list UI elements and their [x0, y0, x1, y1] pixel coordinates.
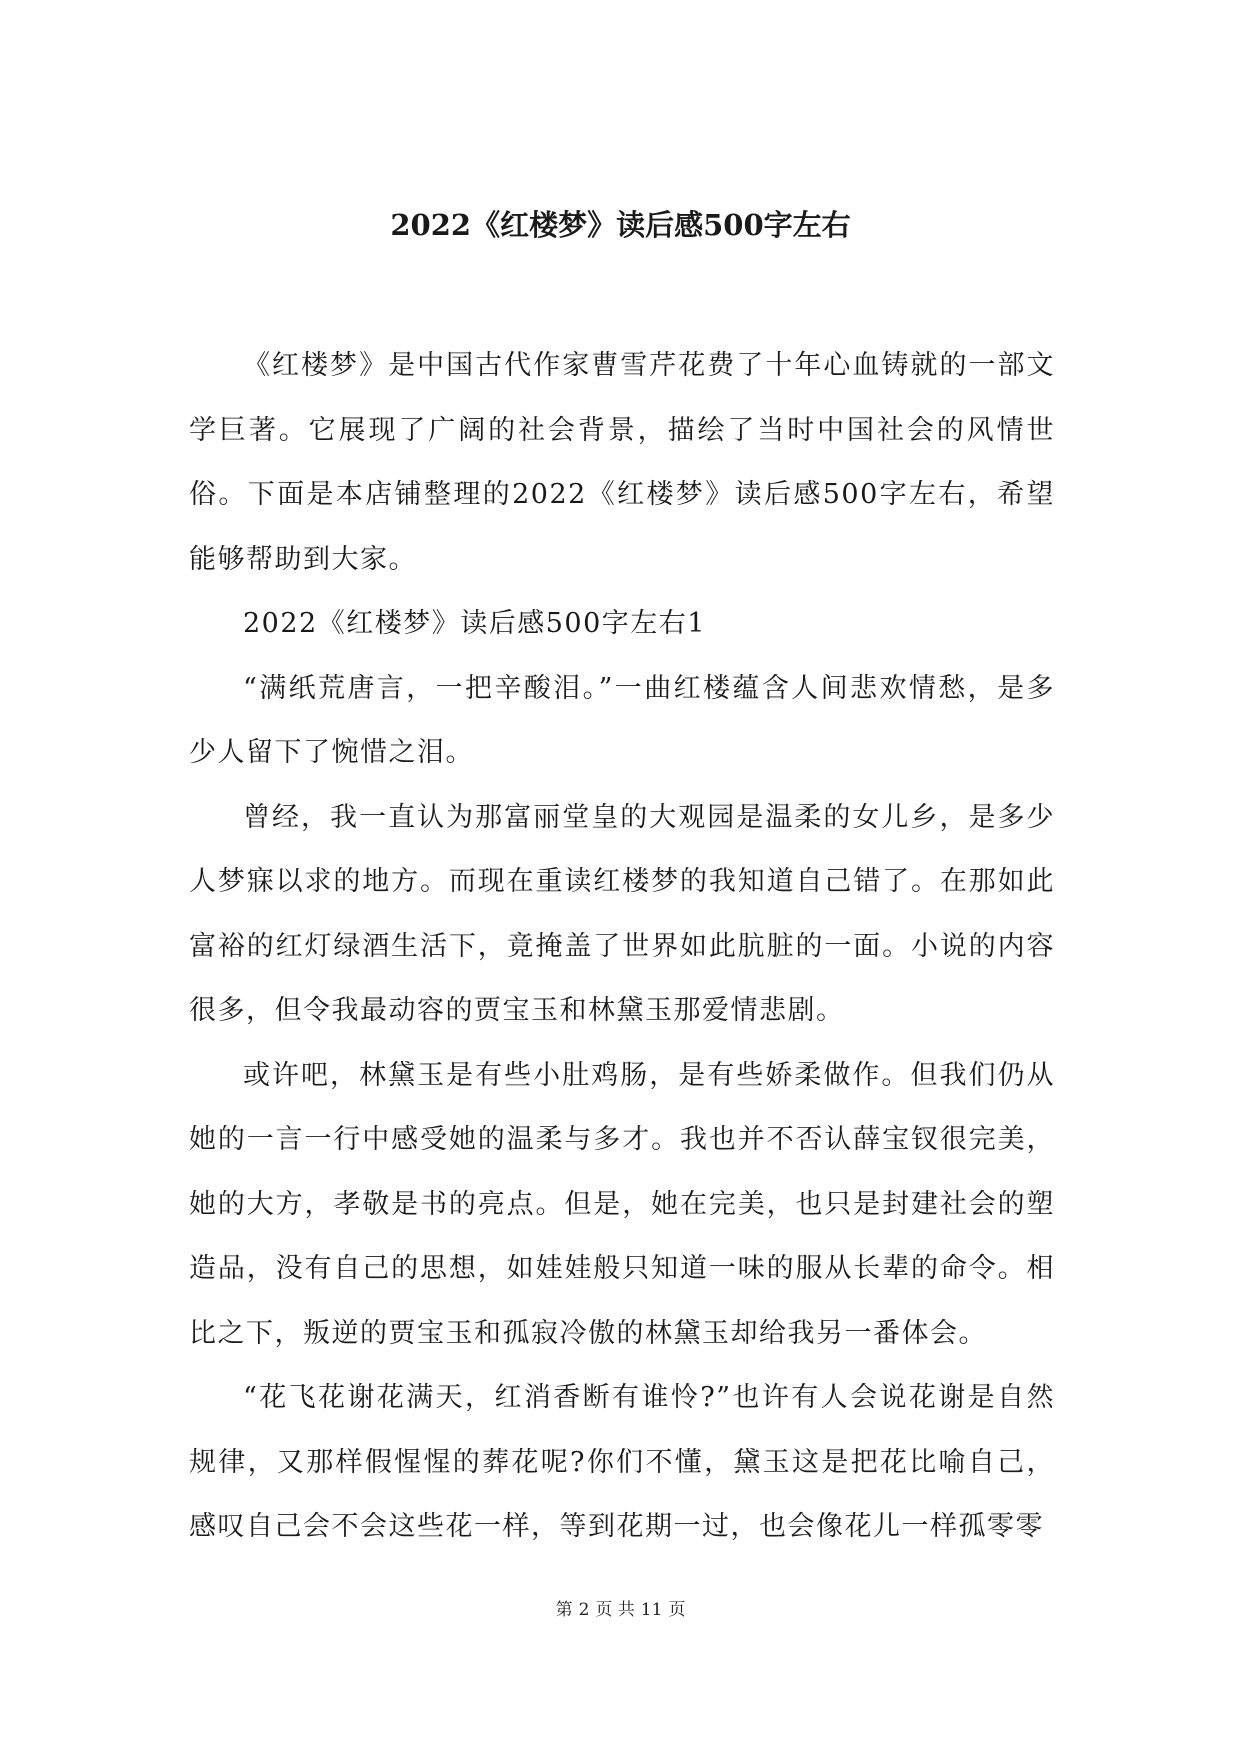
body-paragraph: 或许吧，林黛玉是有些小肚鸡肠，是有些娇柔做作。但我们仍从她的一言一行中感受她的温柔与多才。我也并不否认薛宝钗很完美，她的大方，孝敬是书的亮点。但是，她在完美，也只是封建社会的塑造品，没有自己的思想，如娃娃般只知道一味的服从长辈的命令。相比之下，叛逆的贾宝玉和孤寂冷傲的林黛玉却给我另一番体会。: [189, 1059, 1055, 1349]
document-body: [189, 334, 1055, 1560]
body-paragraph: 曾经，我一直认为那富丽堂皇的大观园是温柔的女儿乡，是多少人梦寐以求的地方。而现在重读红楼梦的我知道自己错了。在那如此富裕的红灯绿酒生活下，竟掩盖了世界如此肮脏的一面。小说的内容很多，但令我最动容的贾宝玉和林黛玉那爱情悲剧。: [189, 801, 1055, 1026]
footer-middle: 页 共: [595, 1600, 635, 1620]
total-pages: 11: [640, 1600, 663, 1620]
page-number: 2: [578, 1600, 590, 1620]
body-paragraph: “满纸荒唐言，一把辛酸泪。”一曲红楼蕴含人间悲欢情愁，是多少人留下了惋惜之泪。: [189, 672, 1055, 768]
document-title: 2022《红楼梦》读后感500字左右: [390, 208, 851, 242]
body-paragraph: “花飞花谢花满天，红消香断有谁怜?”也许有人会说花谢是自然规律，又那样假惺惺的葬花呢?你们不懂，黛玉这是把花比喻自己，感叹自己会不会这些花一样，等到花期一过，也会像花儿一样孤零零: [189, 1382, 1055, 1542]
page-footer: [0, 1598, 1241, 1622]
section-heading: 2022《红楼梦》读后感500字左右1: [243, 608, 706, 639]
footer-suffix: 页: [668, 1600, 686, 1620]
intro-paragraph: 《红楼梦》是中国古代作家曹雪芹花费了十年心血铸就的一部文学巨著。它展现了广阔的社会背景，描绘了当时中国社会的风情世俗。下面是本店铺整理的2022《红楼梦》读后感500字左右，希望能够帮助到大家。: [189, 350, 1055, 575]
footer-prefix: 第: [555, 1600, 573, 1620]
